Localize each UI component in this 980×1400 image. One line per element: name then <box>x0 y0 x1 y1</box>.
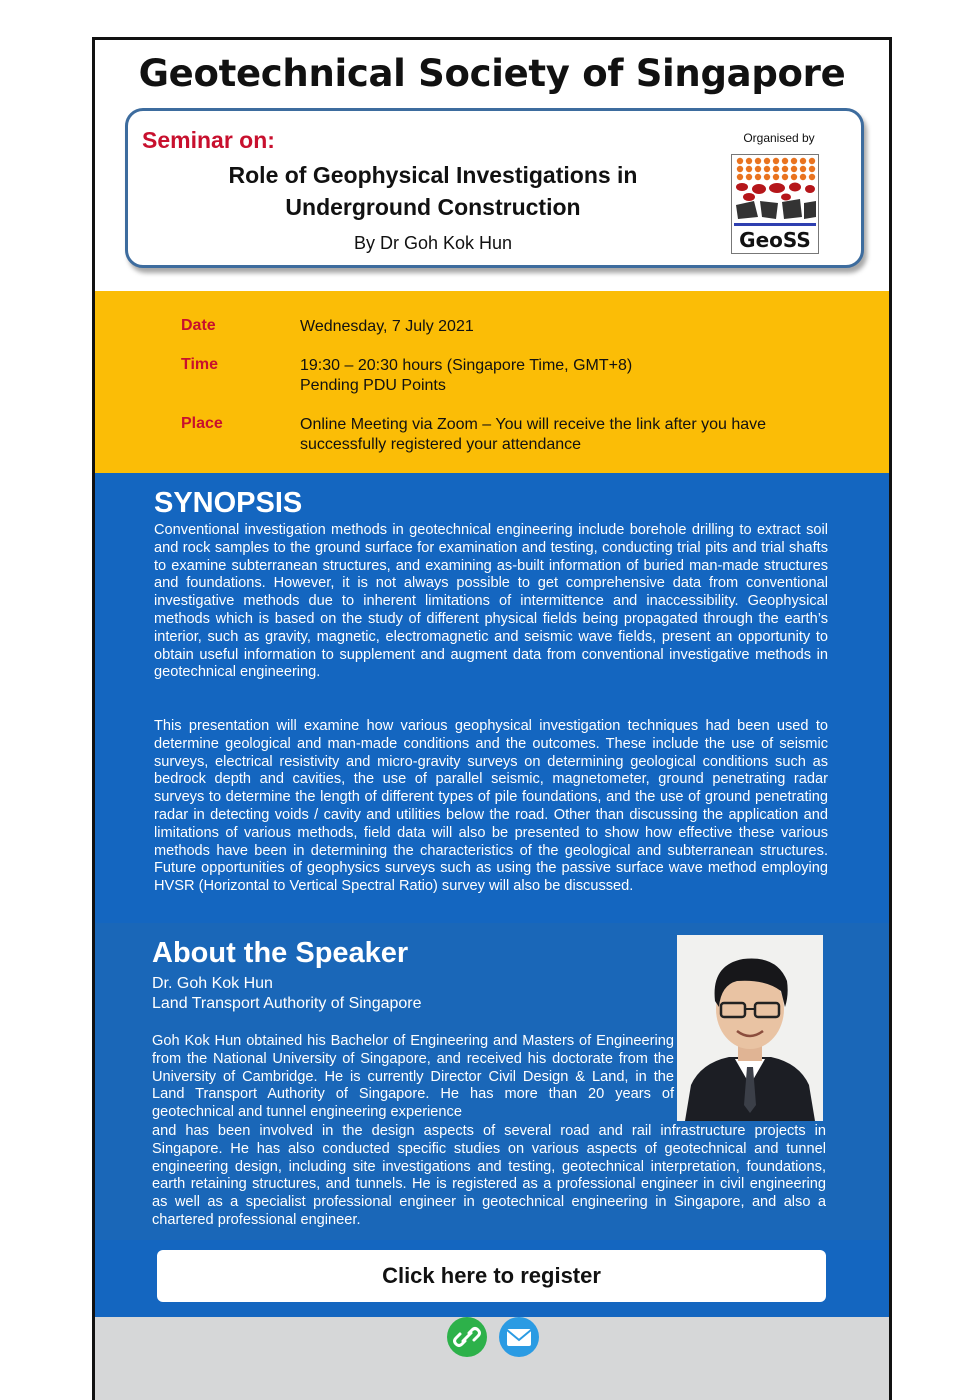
synopsis-heading: SYNOPSIS <box>154 487 303 519</box>
seminar-title <box>188 159 678 223</box>
speaker-details <box>152 974 422 1014</box>
time-value <box>300 356 840 396</box>
organised-by-label: Organised by <box>743 131 815 145</box>
geoss-logo-icon <box>732 155 818 229</box>
copy-link-button[interactable] <box>447 1317 487 1357</box>
date-value: Wednesday, 7 July 2021 <box>300 318 474 335</box>
speaker-portrait-icon <box>677 935 823 1121</box>
flyer-frame <box>92 37 892 1400</box>
geoss-logo <box>731 154 819 254</box>
pdu-points: Pending PDU Points <box>300 377 446 394</box>
date-label: Date <box>181 317 216 334</box>
speaker-bio-part2: and has been involved in the design aspects of several road and rail infrastructure projects in Singapore. He has also conducted specific studies on various aspects of geotechnical and tunnel engineering design, including site investigations and testing, geotechnical interpretation, foundations, earth retaining structures, and tunnels. He is registered as a professional engineer in civil engineering as well as a specialist professional engineer in geotechnical engineering in Singapore, and also a chartered professional engineer. <box>152 1123 826 1228</box>
seminar-box <box>125 108 864 268</box>
speaker-name: Dr. Goh Kok Hun <box>152 975 273 992</box>
place-label: Place <box>181 415 223 432</box>
seminar-title-line2: Underground Construction <box>285 194 581 220</box>
footer-band <box>95 1317 889 1400</box>
speaker-bio-part1: Goh Kok Hun obtained his Bachelor of Engineering and Masters of Engineering from the National University of Singapore, and received his doctorate from the University of Cambridge. He is currently Director Civil Design & Land, in the Land Transport Authority of Singapore. He has more than 20 years of geotechnical and tunnel engineering experience <box>152 1033 674 1121</box>
link-icon <box>447 1317 487 1357</box>
email-share-button[interactable] <box>499 1317 539 1357</box>
geoss-logo-text: GeoSS <box>739 228 811 252</box>
time-value-line1: 19:30 – 20:30 hours (Singapore Time, GMT+8) <box>300 357 633 374</box>
synopsis-paragraph-2: This presentation will examine how various geophysical investigation techniques had been used to determine geological and man-made conditions and the outcomes. These include the use of seismic surveys, electrical resistivity and micro-gravity surveys on determining geological conditions such as bedrock depth and cavities, the use of parallel seismic, magnetometer, ground penetrating radar surveys to determine the length of different types of pile foundations, and the use of ground penetrating radar in detecting voids / cavity and utilities below the road. Other than discussing the application and limitations of various methods, field data will also be presented to show how effective these various methods have been in determining the characteristics of the geological and subterranean structures. Future opportunities of geophysics surveys such as using the passive surface wave method employing HVSR (Horizontal to Vertical Spectral Ratio) survey will also be discussed. <box>154 718 828 895</box>
envelope-icon <box>499 1317 539 1357</box>
synopsis-section <box>95 473 889 923</box>
event-details-band <box>95 291 889 473</box>
speaker-photo <box>677 935 823 1121</box>
register-button[interactable]: Click here to register <box>157 1250 826 1302</box>
speaker-affiliation: Land Transport Authority of Singapore <box>152 995 422 1012</box>
seminar-speaker: By Dr Goh Kok Hun <box>353 233 513 253</box>
synopsis-paragraph-1: Conventional investigation methods in geotechnical engineering include borehole drilling to extract soil and rock samples to the ground surface for examination and testing, conducting trial pits and trial shafts to examine subterranean structures, and examining as-built information of buried man-made structures and foundations. However, it is not always possible to get comprehensive data from conventional investigative methods due to inherent limitations of intermittence and inaccessibility. Geophysical methods which is based on the study of different physical fields being propagated through the earth’s interior, such as gravity, magnetic, electromagnetic and seismic wave fields, present an opportunity to obtain useful information to supplement and augment data from conventional investigative methods in geotechnical engineering. <box>154 522 828 681</box>
place-value: Online Meeting via Zoom – You will receive the link after you have successfully registered your attendance <box>300 416 767 453</box>
time-label: Time <box>181 356 219 373</box>
org-title: Geotechnical Society of Singapore <box>138 52 846 95</box>
seminar-label: Seminar on: <box>142 127 275 153</box>
seminar-title-line1: Role of Geophysical Investigations in <box>228 162 638 188</box>
speaker-heading: About the Speaker <box>152 937 409 969</box>
